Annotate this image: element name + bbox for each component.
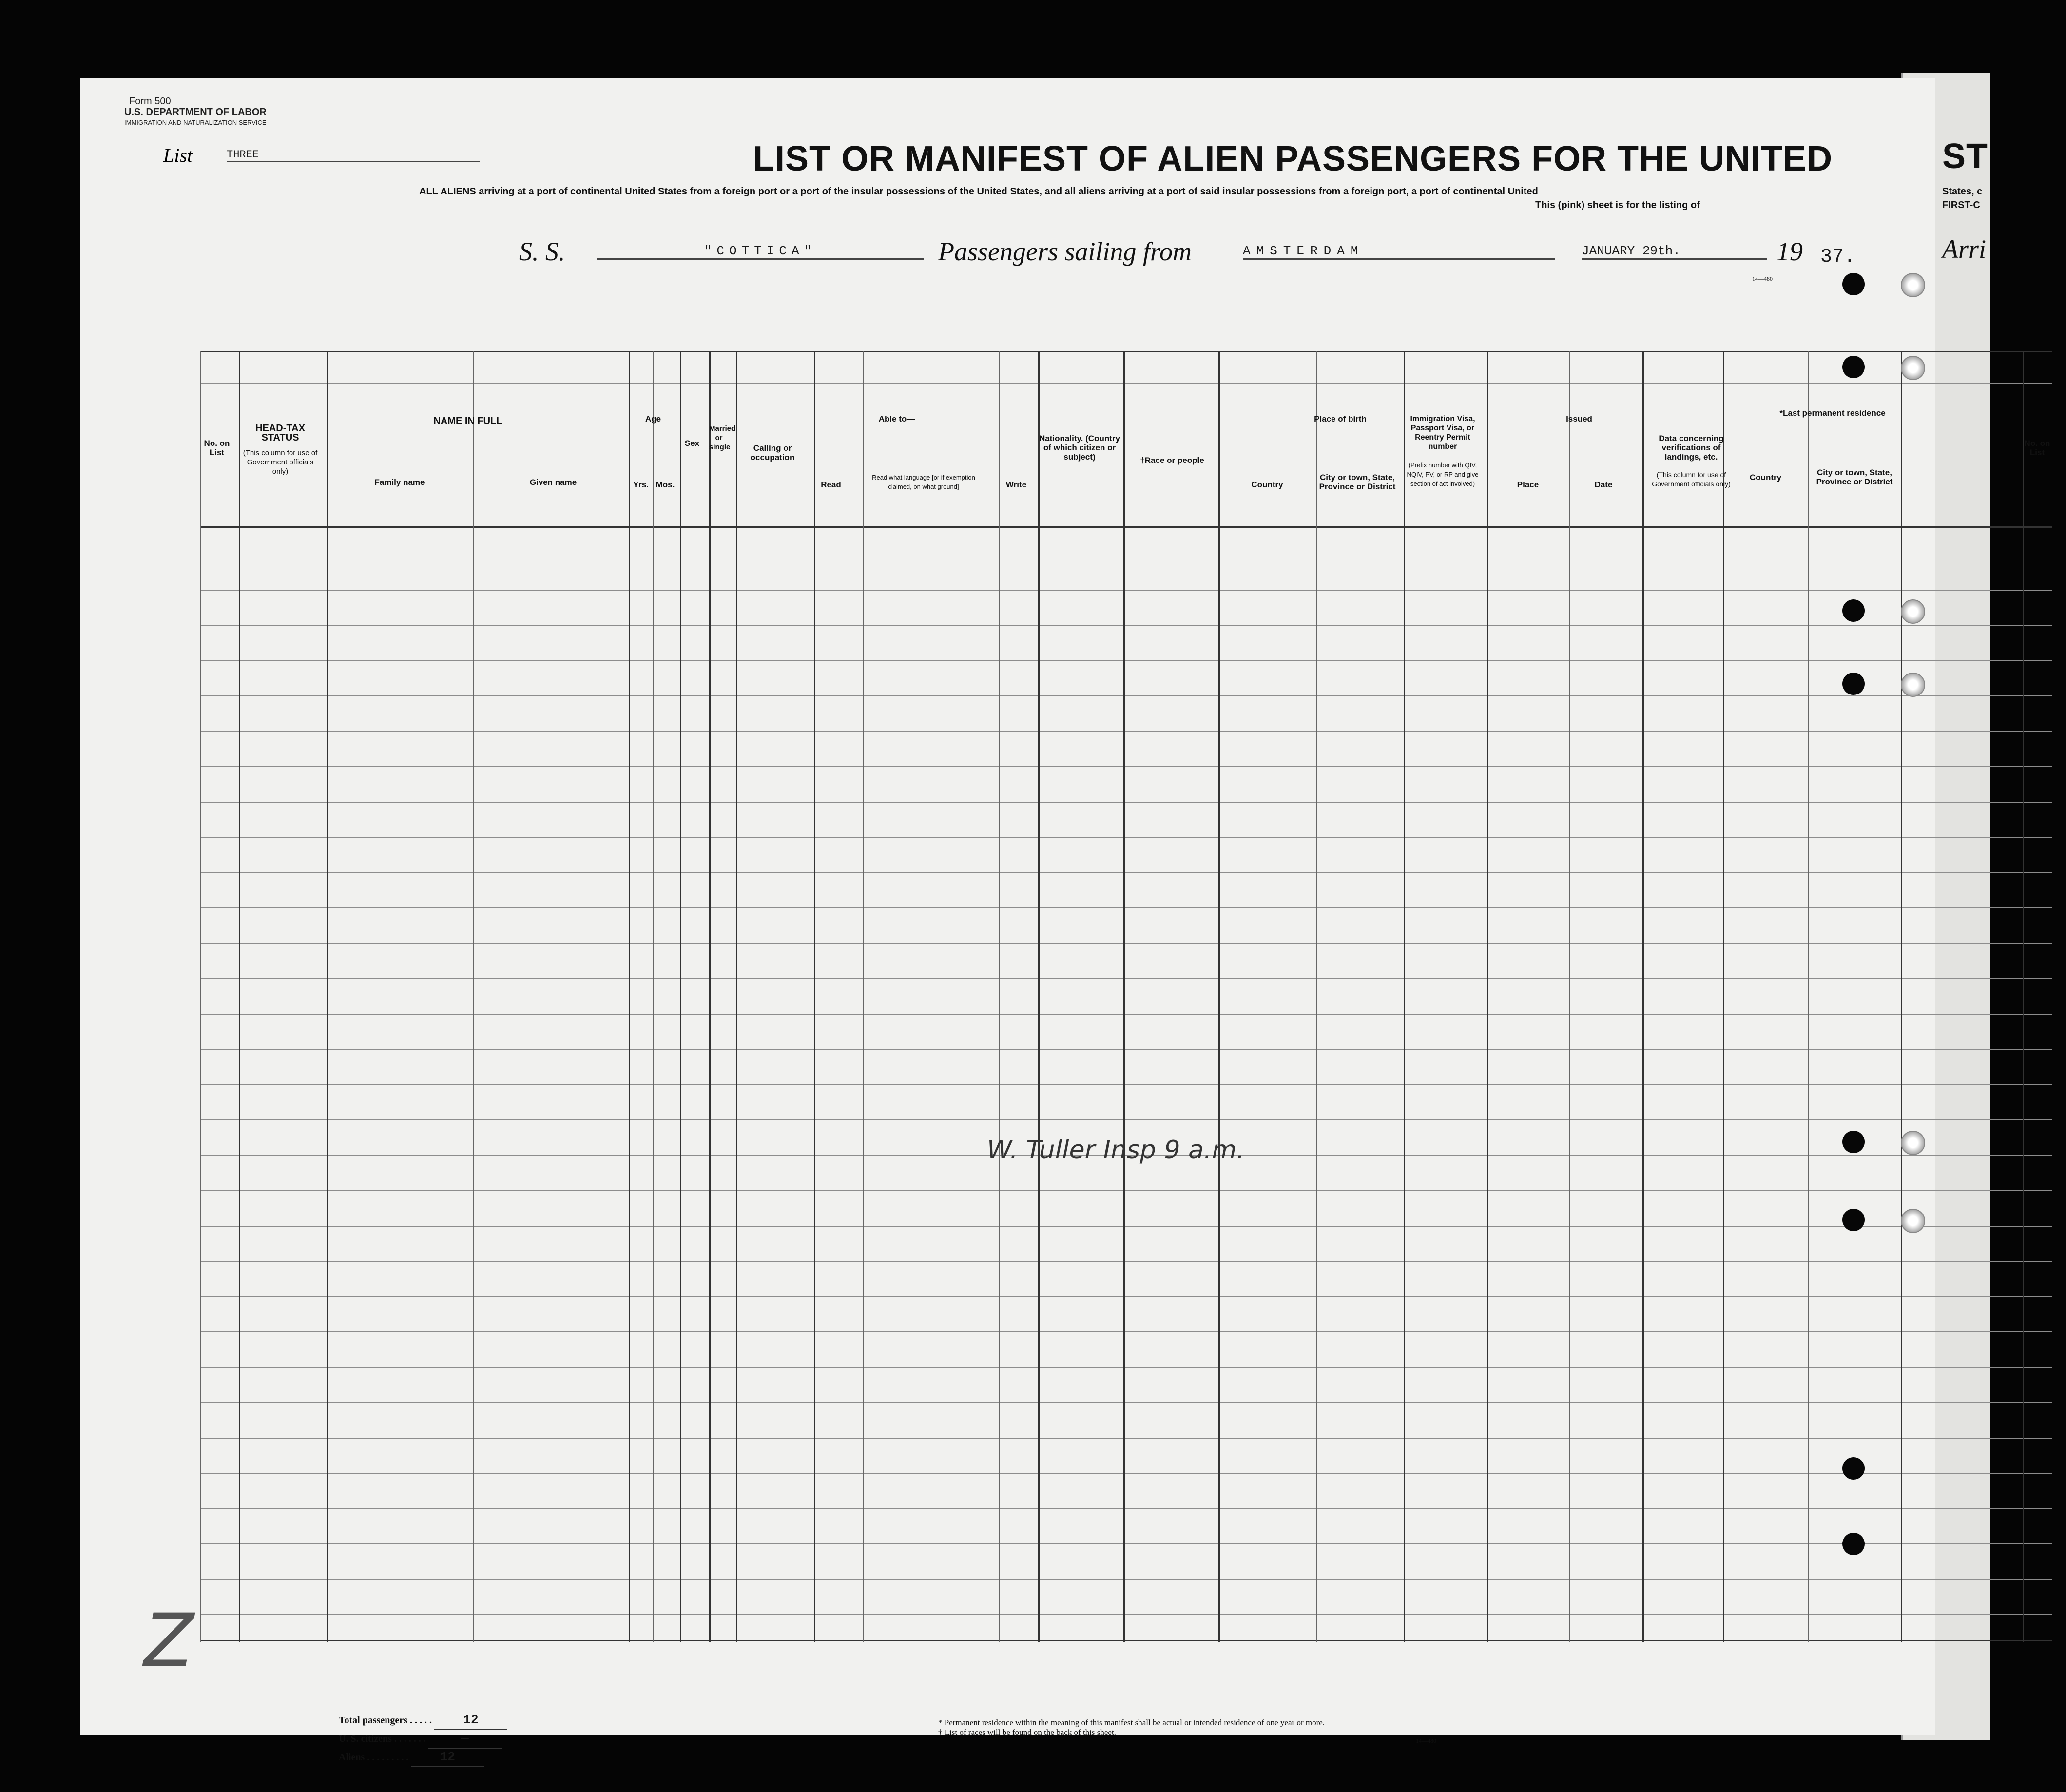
header-married: Married or single xyxy=(709,424,736,451)
header-read: Read xyxy=(821,480,841,489)
row-rule xyxy=(200,872,2052,873)
header-read-what: Read what language [or if exemption claimed, on what ground] xyxy=(872,474,975,490)
header-name-in-full: NAME IN FULL xyxy=(433,416,502,426)
row-rule xyxy=(200,1579,2052,1580)
row-rule xyxy=(200,943,2052,944)
column-rule xyxy=(473,351,474,1642)
header-issued-date: Date xyxy=(1594,480,1613,489)
punch-hole xyxy=(1842,273,1865,295)
header-visa: Immigration Visa, Passport Visa, or Reentry Permit number xyxy=(1410,415,1475,451)
footnote-residence: * Permanent residence within the meaning of this manifest shall be actual or intended residence of one year or more. xyxy=(938,1718,1325,1727)
header-data-concerning: Data concerning verifications of landings, etc. xyxy=(1659,434,1724,462)
row-rule xyxy=(200,766,2052,767)
punch-hole xyxy=(1901,356,1925,380)
row-rule xyxy=(200,1014,2052,1015)
totals-block: Total passengers . . . . . 12 U. S. citizens . . . . . . . — Aliens . . . . . . . . . 12 xyxy=(339,1711,507,1766)
header-visa-note: (Prefix number with QIV, NQIV, PV, or RP and give section of act involved) xyxy=(1407,462,1479,487)
column-rule xyxy=(709,351,711,1642)
sailing-date: JANUARY 29th. xyxy=(1582,244,1767,260)
punch-hole xyxy=(1901,273,1925,297)
row-rule xyxy=(200,907,2052,908)
list-number: THREE xyxy=(227,149,480,162)
header-res-country: Country xyxy=(1749,473,1782,482)
column-rule xyxy=(1123,351,1125,1642)
punch-hole xyxy=(1842,1131,1865,1153)
column-rule xyxy=(1642,351,1644,1642)
form-number: Form 500 xyxy=(129,96,171,107)
header-no-on-list: No. on List xyxy=(204,439,230,457)
row-rule xyxy=(200,1296,2052,1297)
year-suffix: 37. xyxy=(1820,246,1856,268)
header-birth-country: Country xyxy=(1251,480,1283,489)
manifest-table xyxy=(200,351,2050,1642)
row-rule xyxy=(200,802,2052,803)
column-rule xyxy=(863,351,864,1642)
inspector-signature: W. Tuller Insp 9 a.m. xyxy=(987,1136,1245,1165)
header-able-to: Able to— xyxy=(878,414,915,424)
department-name: U.S. DEPARTMENT OF LABOR xyxy=(124,107,267,117)
row-rule xyxy=(200,1190,2052,1191)
column-rule xyxy=(1808,351,1809,1642)
aliens-label: Aliens xyxy=(339,1752,365,1763)
column-rule xyxy=(239,351,240,1642)
column-rule xyxy=(2023,351,2024,1642)
column-rule xyxy=(1569,351,1570,1642)
header-head-tax-note: (This column for use of Government officials only) xyxy=(243,449,318,476)
header-birth-city: City or town, State, Province or District xyxy=(1319,473,1396,491)
row-rule xyxy=(200,1508,2052,1509)
column-rule xyxy=(1487,351,1488,1642)
handwritten-initials: Z xyxy=(144,1599,194,1683)
column-rule xyxy=(629,351,630,1642)
row-rule xyxy=(200,1367,2052,1368)
side-note-1: States, c xyxy=(1942,186,1983,197)
header-data-note: (This column for use of Government officials only) xyxy=(1652,471,1731,488)
column-rule xyxy=(327,351,328,1642)
service-name: IMMIGRATION AND NATURALIZATION SERVICE xyxy=(124,119,267,126)
row-rule xyxy=(200,1331,2052,1332)
column-rule xyxy=(1723,351,1724,1642)
punch-hole xyxy=(1842,1209,1865,1231)
year-prefix: 19 xyxy=(1776,237,1803,266)
us-citizens-label: U. S. citizens xyxy=(339,1734,392,1744)
row-rule xyxy=(200,978,2052,979)
departure-port: AMSTERDAM xyxy=(1243,244,1555,260)
row-rule xyxy=(200,695,2052,696)
form-code-top: 14—480 xyxy=(1752,275,1773,282)
row-rule xyxy=(200,625,2052,626)
table-top-rule xyxy=(200,351,2052,352)
row-rule xyxy=(200,1402,2052,1403)
column-rule xyxy=(1038,351,1040,1642)
header-bottom-rule xyxy=(200,526,2052,528)
row-rule xyxy=(200,1226,2052,1227)
header-family-name: Family name xyxy=(374,478,425,487)
header-sex: Sex xyxy=(684,439,700,448)
table-bottom-rule xyxy=(200,1640,2052,1641)
header-yrs: Yrs. xyxy=(633,480,649,489)
header-no-on-list-right: No. on List xyxy=(2024,439,2050,457)
column-rule xyxy=(999,351,1000,1642)
punch-hole xyxy=(1842,1457,1865,1480)
header-given-name: Given name xyxy=(529,478,577,487)
column-rule xyxy=(1404,351,1405,1642)
side-note-2: FIRST-C xyxy=(1942,200,1980,211)
aliens-value: 12 xyxy=(411,1748,484,1767)
header-race: †Race or people xyxy=(1140,456,1204,465)
header-calling: Calling or occupation xyxy=(750,443,795,462)
column-rule xyxy=(1218,351,1220,1642)
punch-hole xyxy=(1842,599,1865,622)
ss-label: S. S. xyxy=(519,237,565,266)
column-rule xyxy=(736,351,737,1642)
punch-hole xyxy=(1901,1209,1925,1233)
column-rule xyxy=(1316,351,1317,1642)
punch-hole xyxy=(1901,1131,1925,1155)
header-nationality: Nationality. (Country of which citizen or subject) xyxy=(1039,434,1120,462)
list-label: List xyxy=(163,144,193,166)
total-passengers-value: 12 xyxy=(434,1711,507,1730)
form-code: 14—480 xyxy=(1416,1737,1436,1744)
row-rule xyxy=(200,1614,2052,1615)
total-passengers-label: Total passengers xyxy=(339,1715,407,1726)
us-citizens-value: — xyxy=(428,1729,502,1749)
row-rule xyxy=(200,1119,2052,1120)
header-mos: Mos. xyxy=(656,480,675,489)
title-continuation: ST xyxy=(1942,137,1989,176)
row-rule xyxy=(200,1473,2052,1474)
manifest-title: LIST OR MANIFEST OF ALIEN PASSENGERS FOR THE UNITED xyxy=(753,139,1833,178)
column-rule xyxy=(680,351,681,1642)
row-rule xyxy=(200,590,2052,591)
row-rule xyxy=(200,1438,2052,1439)
footnote-races: † List of races will be found on the back of this sheet. xyxy=(938,1728,1116,1737)
header-place-of-birth: Place of birth xyxy=(1314,414,1367,424)
column-rule xyxy=(200,351,201,1642)
row-rule xyxy=(200,1049,2052,1050)
column-number-rule xyxy=(200,383,2052,384)
punch-hole xyxy=(1901,673,1925,697)
sailing-from-label: Passengers sailing from xyxy=(938,237,1192,266)
ship-name: "COTTICA" xyxy=(597,244,924,260)
row-rule xyxy=(200,837,2052,838)
punch-hole xyxy=(1842,673,1865,695)
header-write: Write xyxy=(1005,480,1027,489)
column-rule xyxy=(1901,351,1902,1642)
punch-hole xyxy=(1901,599,1925,624)
header-issued: Issued xyxy=(1566,414,1592,424)
subtitle-line-1: ALL ALIENS arriving at a port of continental United States from a foreign port or a port of the insular possessions of the United States, and all aliens arriving at a port of said insular possessions from a foreign port, a port of continental United xyxy=(419,186,1538,197)
header-head-tax: HEAD-TAX STATUS xyxy=(255,423,305,443)
punch-hole xyxy=(1842,356,1865,378)
row-rule xyxy=(200,660,2052,661)
arriving-label: Arri xyxy=(1942,234,1987,264)
header-last-residence: *Last permanent residence xyxy=(1779,408,1886,418)
row-rule xyxy=(200,731,2052,732)
subtitle-line-2: This (pink) sheet is for the listing of xyxy=(1535,200,1700,211)
column-rule xyxy=(814,351,815,1642)
header-res-city: City or town, State, Province or District xyxy=(1816,468,1893,486)
header-issued-place: Place xyxy=(1517,480,1539,489)
punch-hole xyxy=(1842,1533,1865,1555)
row-rule xyxy=(200,1543,2052,1544)
column-rule xyxy=(653,351,654,1642)
row-rule xyxy=(200,1084,2052,1085)
header-age: Age xyxy=(645,414,661,424)
row-rule xyxy=(200,1261,2052,1262)
